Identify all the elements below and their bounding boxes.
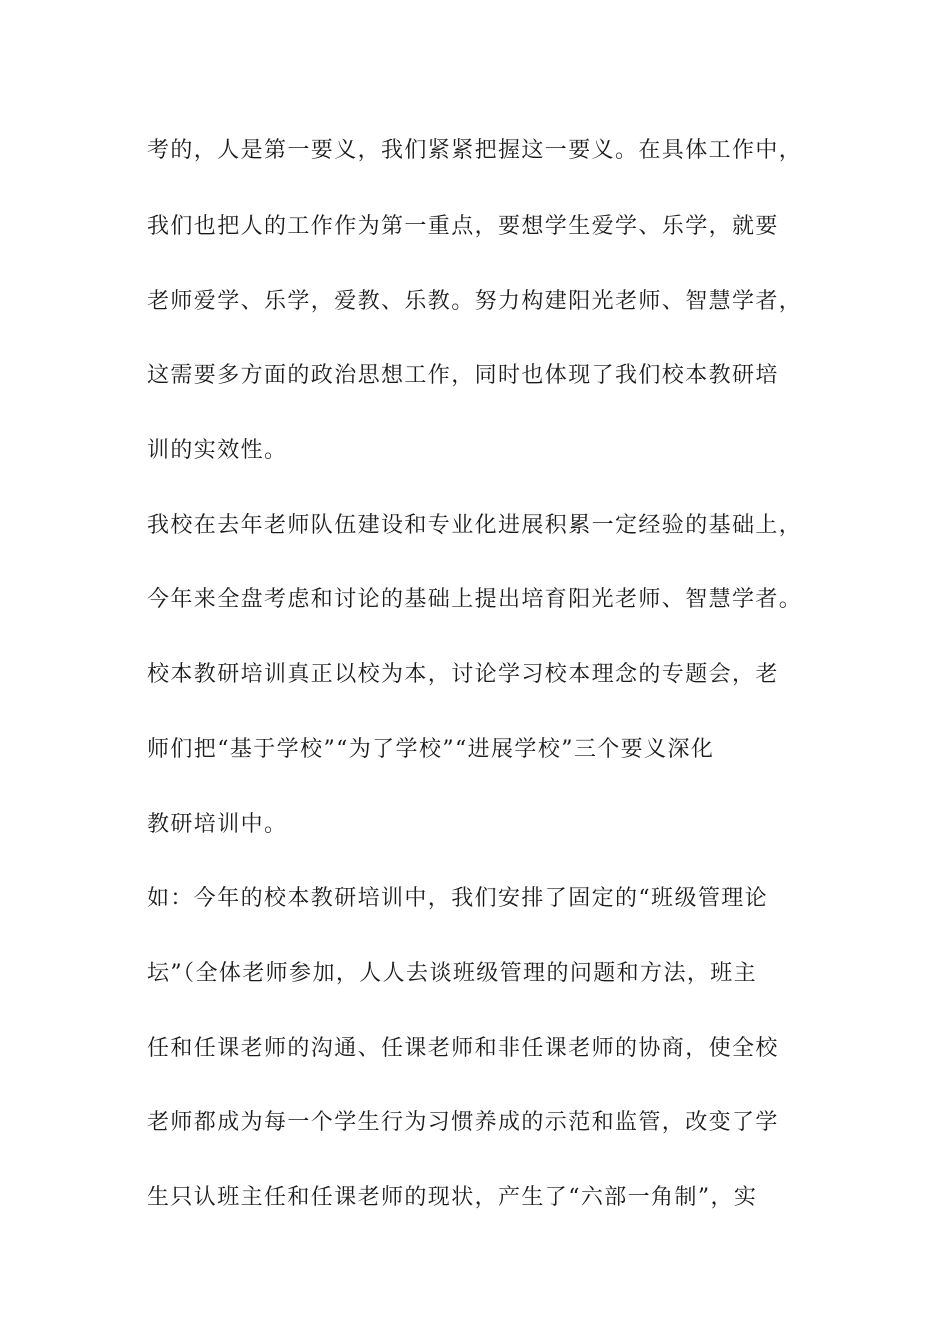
text-line: 任和任课老师的沟通、任课老师和非任课老师的协商，使全校 xyxy=(147,1036,779,1061)
text-line: 老师爱学、乐学，爱教、乐教。努力构建阳光老师、智慧学者， xyxy=(147,289,803,314)
text-line: 我校在去年老师队伍建设和专业化进展积累一定经验的基础上， xyxy=(147,513,803,538)
text-line: 师们把“基于学校”“为了学校”“进展学校”三个要义深化 xyxy=(147,737,715,762)
text-line: 校本教研培训真正以校为本，讨论学习校本理念的专题会，老 xyxy=(147,662,779,687)
text-line: 老师都成为每一个学生行为习惯养成的示范和监管，改变了学 xyxy=(147,1110,779,1135)
text-line: 训的实效性。 xyxy=(147,438,288,463)
text-line: 如：今年的校本教研培训中，我们安排了固定的“班级管理论 xyxy=(147,886,769,911)
text-line: 这需要多方面的政治思想工作，同时也体现了我们校本教研培 xyxy=(147,363,779,388)
text-line: 生只认班主任和任课老师的现状，产生了“六部一角制”，实 xyxy=(147,1185,758,1210)
text-line: 坛”（全体老师参加，人人去谈班级管理的问题和方法，班主 xyxy=(147,961,758,986)
text-line: 教研培训中。 xyxy=(147,812,288,837)
text-line: 今年来全盘考虑和讨论的基础上提出培育阳光老师、智慧学者。 xyxy=(147,587,803,612)
text-line: 考的，人是第一要义，我们紧紧把握这一要义。在具体工作中， xyxy=(147,138,803,163)
text-line: 我们也把人的工作作为第一重点，要想学生爱学、乐学，就要 xyxy=(147,214,779,239)
